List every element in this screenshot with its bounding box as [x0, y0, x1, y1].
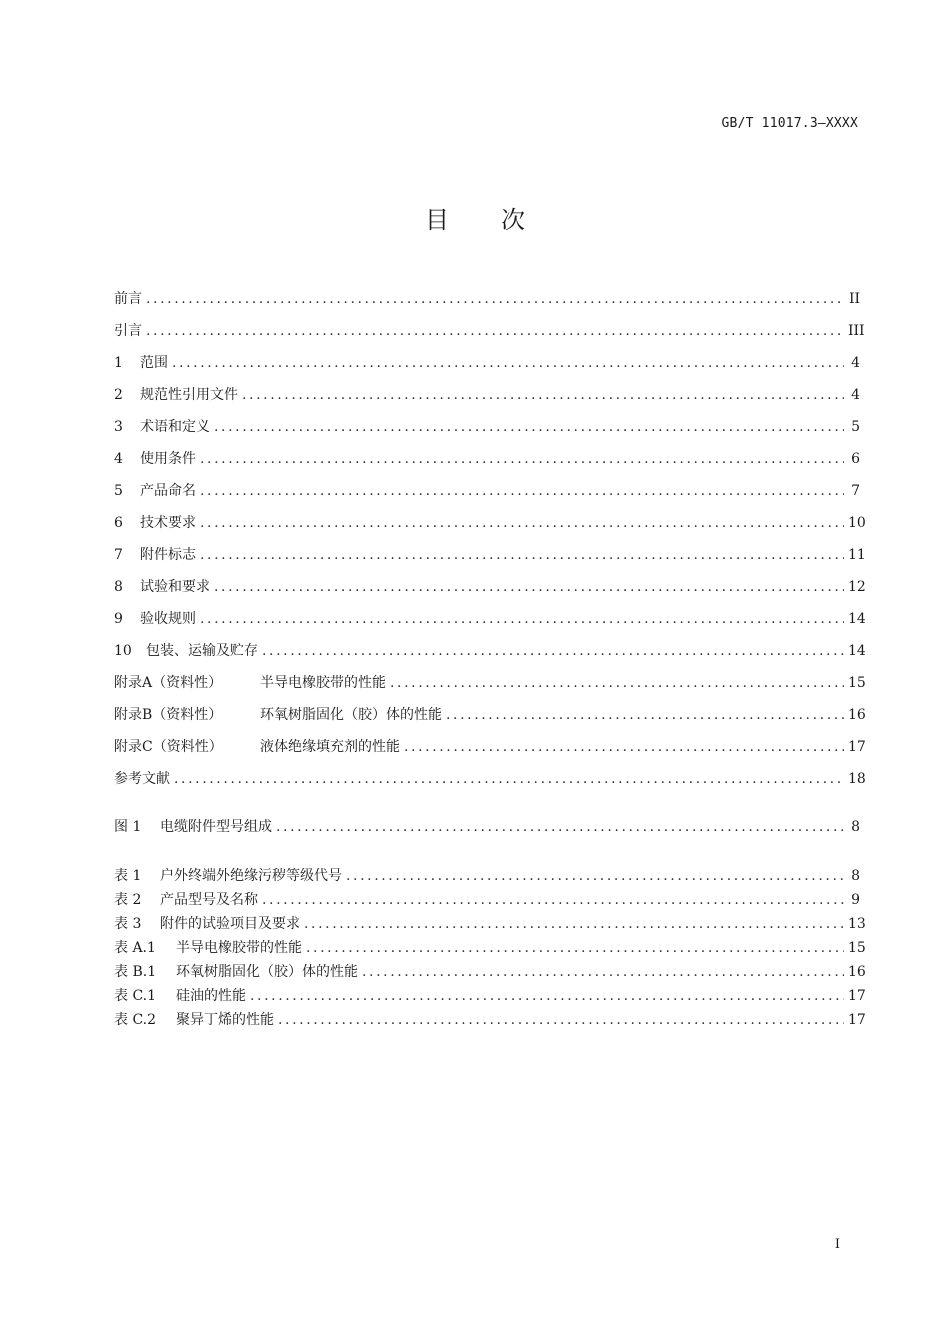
- toc-entry-page: 4: [851, 355, 860, 371]
- toc-entry-number: 附录B（资料性）: [114, 707, 223, 723]
- toc-entry-label: 范围: [140, 355, 168, 371]
- toc-entry-label: 半导电橡胶带的性能: [260, 675, 386, 691]
- toc-entry-label: 规范性引用文件: [140, 387, 238, 403]
- dot-leader: [242, 379, 844, 411]
- toc-entry-number: 7: [114, 547, 123, 563]
- toc-table-list: [114, 864, 866, 1032]
- table-entry-page: 16: [848, 964, 866, 980]
- toc-entry[interactable]: [114, 539, 866, 571]
- dot-leader: [278, 1008, 844, 1032]
- figure-entry-number: 图 1: [114, 819, 142, 835]
- table-entry-label: 半导电橡胶带的性能: [176, 940, 302, 956]
- toc-entry-page: 5: [851, 419, 860, 435]
- toc-title: 目次: [425, 206, 577, 234]
- toc-entry-page: 11: [848, 547, 866, 563]
- toc-entry-number: 8: [114, 579, 123, 595]
- toc-entry-page: 12: [848, 579, 866, 595]
- dot-leader: [362, 960, 844, 984]
- table-entry[interactable]: [114, 888, 860, 912]
- toc-entry-label: 术语和定义: [140, 419, 210, 435]
- toc-entry[interactable]: [114, 699, 866, 731]
- table-entry-number: 表 1: [114, 868, 142, 884]
- toc-entry-number: 附录C（资料性）: [114, 739, 223, 755]
- standard-number: GB/T 11017.3—XXXX: [721, 116, 858, 131]
- toc-entry[interactable]: [114, 443, 860, 475]
- toc-entry-page: II: [848, 291, 860, 307]
- dot-leader: [146, 283, 844, 315]
- toc-entry-number: 9: [114, 611, 123, 627]
- toc-entry-label: 试验和要求: [140, 579, 210, 595]
- table-entry[interactable]: [114, 1008, 866, 1032]
- table-entry-number: 表 2: [114, 892, 142, 908]
- toc-entry[interactable]: [114, 635, 866, 667]
- toc-entry[interactable]: [114, 667, 866, 699]
- toc-entry-number: 2: [114, 387, 123, 403]
- toc-entry-page: 17: [848, 739, 866, 755]
- dot-leader: [346, 864, 844, 888]
- toc-entry[interactable]: [114, 763, 866, 795]
- dot-leader: [304, 912, 844, 936]
- table-entry-page: 8: [851, 868, 860, 884]
- dot-leader: [146, 315, 844, 347]
- dot-leader: [306, 936, 844, 960]
- dot-leader: [276, 815, 844, 839]
- table-entry-number: 表 C.2: [114, 1012, 157, 1028]
- table-entry-page: 9: [851, 892, 860, 908]
- dot-leader: [262, 635, 844, 667]
- dot-leader: [172, 347, 844, 379]
- table-entry[interactable]: [114, 984, 866, 1008]
- table-entry[interactable]: [114, 960, 866, 984]
- dot-leader: [174, 763, 844, 795]
- toc-entry-page: 14: [848, 611, 866, 627]
- toc-entry[interactable]: [114, 603, 866, 635]
- toc-entry-page: III: [848, 323, 865, 339]
- toc-entry-label: 环氧树脂固化（胶）体的性能: [260, 707, 442, 723]
- toc-entry[interactable]: [114, 379, 860, 411]
- toc-entry-page: 14: [848, 643, 866, 659]
- toc-entry-number: 5: [114, 483, 123, 499]
- figure-entry-label: 电缆附件型号组成: [160, 819, 272, 835]
- dot-leader: [200, 507, 844, 539]
- figure-entry-page: 8: [851, 819, 860, 835]
- toc-entry-page: 7: [851, 483, 860, 499]
- dot-leader: [446, 699, 844, 731]
- figure-entry[interactable]: [114, 815, 860, 839]
- toc-entry-label: 参考文献: [114, 771, 170, 787]
- toc-entry-label: 技术要求: [140, 515, 196, 531]
- dot-leader: [390, 667, 844, 699]
- table-entry[interactable]: [114, 912, 866, 936]
- toc-entry[interactable]: [114, 283, 860, 315]
- toc-entry-number: 6: [114, 515, 123, 531]
- toc-entry-page: 15: [848, 675, 866, 691]
- toc-entry[interactable]: [114, 475, 860, 507]
- table-entry-page: 13: [848, 916, 866, 932]
- table-entry-number: 表 A.1: [114, 940, 156, 956]
- dot-leader: [214, 571, 844, 603]
- table-entry-number: 表 C.1: [114, 988, 157, 1004]
- table-entry-number: 表 3: [114, 916, 142, 932]
- toc-entry-label: 使用条件: [140, 451, 196, 467]
- toc-entry-number: 10: [114, 643, 132, 659]
- toc-entry[interactable]: [114, 731, 866, 763]
- page-number: I: [834, 1237, 840, 1252]
- toc-entry-label: 引言: [114, 323, 142, 339]
- toc-entry-number: 4: [114, 451, 123, 467]
- toc-entry[interactable]: [114, 571, 866, 603]
- toc-main-list: [114, 283, 866, 795]
- dot-leader: [200, 603, 844, 635]
- toc-entry-label: 附件标志: [140, 547, 196, 563]
- toc-entry-label: 验收规则: [140, 611, 196, 627]
- toc-entry-number: 1: [114, 355, 123, 371]
- toc-entry[interactable]: [114, 507, 866, 539]
- toc-entry-label: 产品命名: [140, 483, 196, 499]
- table-entry[interactable]: [114, 864, 860, 888]
- toc-entry[interactable]: [114, 347, 860, 379]
- toc-entry-page: 4: [851, 387, 860, 403]
- table-entry-label: 环氧树脂固化（胶）体的性能: [176, 964, 358, 980]
- table-entry-label: 硅油的性能: [176, 988, 246, 1004]
- table-entry-page: 15: [848, 940, 866, 956]
- dot-leader: [200, 539, 844, 571]
- toc-entry-label: 液体绝缘填充剂的性能: [260, 739, 400, 755]
- toc-entry-label: 前言: [114, 291, 142, 307]
- toc-entry-number: 附录A（资料性）: [114, 675, 223, 691]
- dot-leader: [200, 475, 844, 507]
- table-entry-label: 产品型号及名称: [160, 892, 258, 908]
- toc-entry[interactable]: [114, 411, 860, 443]
- table-entry-number: 表 B.1: [114, 964, 157, 980]
- toc-entry-page: 16: [848, 707, 866, 723]
- table-entry-page: 17: [848, 1012, 866, 1028]
- dot-leader: [262, 888, 844, 912]
- toc-entry-page: 6: [851, 451, 860, 467]
- toc-figure-list: [114, 815, 860, 839]
- table-entry-label: 聚异丁烯的性能: [176, 1012, 274, 1028]
- dot-leader: [404, 731, 844, 763]
- toc-entry-label: 包装、运输及贮存: [146, 643, 258, 659]
- dot-leader: [214, 411, 844, 443]
- table-entry-label: 户外终端外绝缘污秽等级代号: [160, 868, 342, 884]
- table-entry-page: 17: [848, 988, 866, 1004]
- table-entry-label: 附件的试验项目及要求: [160, 916, 300, 932]
- toc-entry-page: 18: [848, 771, 866, 787]
- dot-leader: [200, 443, 844, 475]
- toc-entry[interactable]: [114, 315, 865, 347]
- table-entry[interactable]: [114, 936, 866, 960]
- toc-entry-page: 10: [848, 515, 866, 531]
- dot-leader: [250, 984, 844, 1008]
- toc-entry-number: 3: [114, 419, 123, 435]
